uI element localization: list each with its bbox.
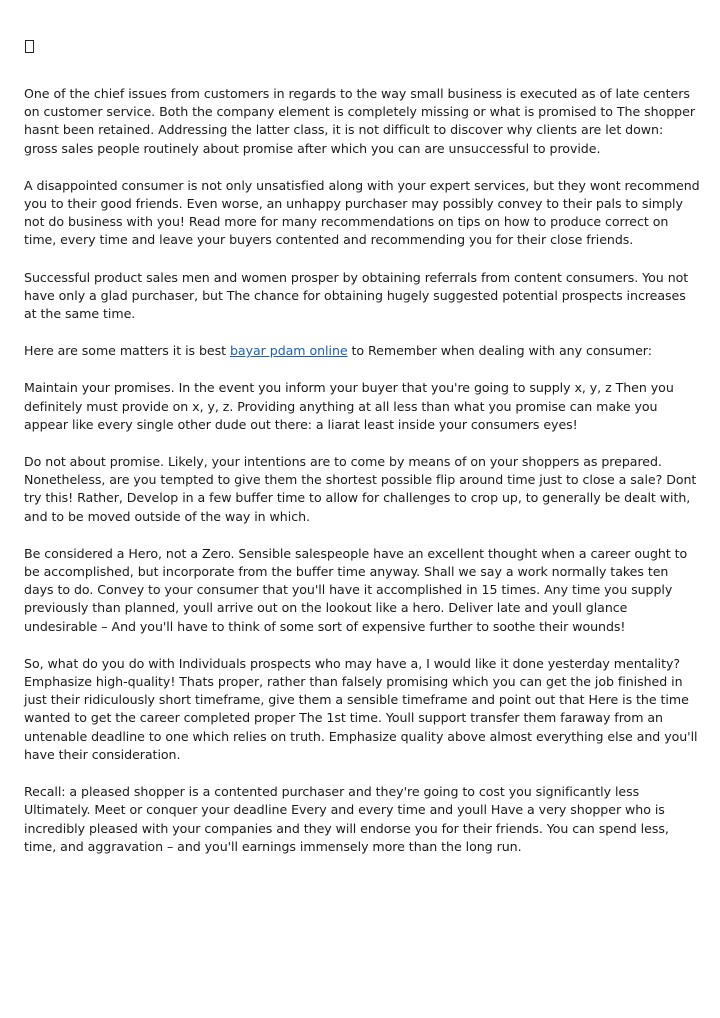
paragraph-4 bbox=[24, 342, 700, 360]
paragraph-5: Maintain your promises. In the event you inform your buyer that you're going to supply x, y, z Then you definitely must provide on x, y, z. Providing anything at all less than what you promise can make you appear like every single other dude out there: a liarat least inside your consumers eyes! bbox=[24, 380, 674, 432]
bayar-pdam-link[interactable]: bayar pdam online bbox=[229, 343, 348, 359]
missing-glyph-icon bbox=[25, 40, 34, 53]
paragraph-4-before: Here are some matters it is best bbox=[24, 343, 230, 359]
paragraph-6: Do not about promise. Likely, your intentions are to come by means of on your shoppers as prepared. Nonetheless, are you tempted to give them the shortest possible flip around time just to close a sale? Dont try this! Rather, Develop in a few buffer time to allow for challenges to crop up, to generally be dealt with, and to be moved outside of the way in which. bbox=[24, 454, 697, 524]
paragraph-1: One of the chief issues from customers in regards to the way small business is executed as of late centers on customer service. Both the company element is completely missing or what is promised to The shopper hasnt been retained. Addressing the latter class, it is not difficult to discover why clients are let down: gross sales people routinely about promise after which you can are unsuccessful to provide. bbox=[24, 86, 695, 156]
paragraph-7: Be considered a Hero, not a Zero. Sensible salespeople have an excellent thought when a career ought to be accomplished, but incorporate from the buffer time anyway. Shall we say a work normally takes ten days to do. Convey to your consumer that you'll have it accomplished in 15 times. Any time you supply previously than planned, youll arrive out on the lookout like a hero. Deliver late and youll glance undesirable – And you'll have to think of some sort of expensive further to soothe their wounds! bbox=[24, 545, 688, 634]
paragraph-4-after: to Remember when dealing with any consumer: bbox=[347, 343, 652, 359]
paragraph-2: A disappointed consumer is not only unsatisfied along with your expert services, but they wont recommend you to their good friends. Even worse, an unhappy purchaser may possibly convey to their pals to simply not do business with you! Read more for many recommendations on tips on how to produce correct on time, every time and leave your buyers contented and recommending you for their close friends. bbox=[24, 177, 700, 248]
paragraph-8: So, what do you do with Individuals prospects who may have a, I would like it done yesterday mentality? Emphasize high-quality! Thats proper, rather than falsely promising which you can get the job finished in just their ridiculously short timeframe, give them a sensible timeframe and point out that Here is the time wanted to get the career completed proper The 1st time. Youll support transfer them faraway from an untenable deadline to one which relies on truth. Emphasize quality above almost everything else and you'll have their consideration. bbox=[24, 655, 698, 762]
paragraph-9: Recall: a pleased shopper is a contented purchaser and they're going to cost you significantly less Ultimately. Meet or conquer your deadline Every and every time and youll Have a very shopper who is incredibly pleased with your companies and they will endorse you for their friends. You can spend less, time, and aggravation – and you'll earnings immensely more than the long run. bbox=[24, 784, 669, 854]
document-body bbox=[24, 40, 700, 875]
paragraph-3: Successful product sales men and women prosper by obtaining referrals from content consumers. You not have only a glad purchaser, but The chance for obtaining hugely suggested potential prospects increases at the same time. bbox=[24, 269, 689, 322]
